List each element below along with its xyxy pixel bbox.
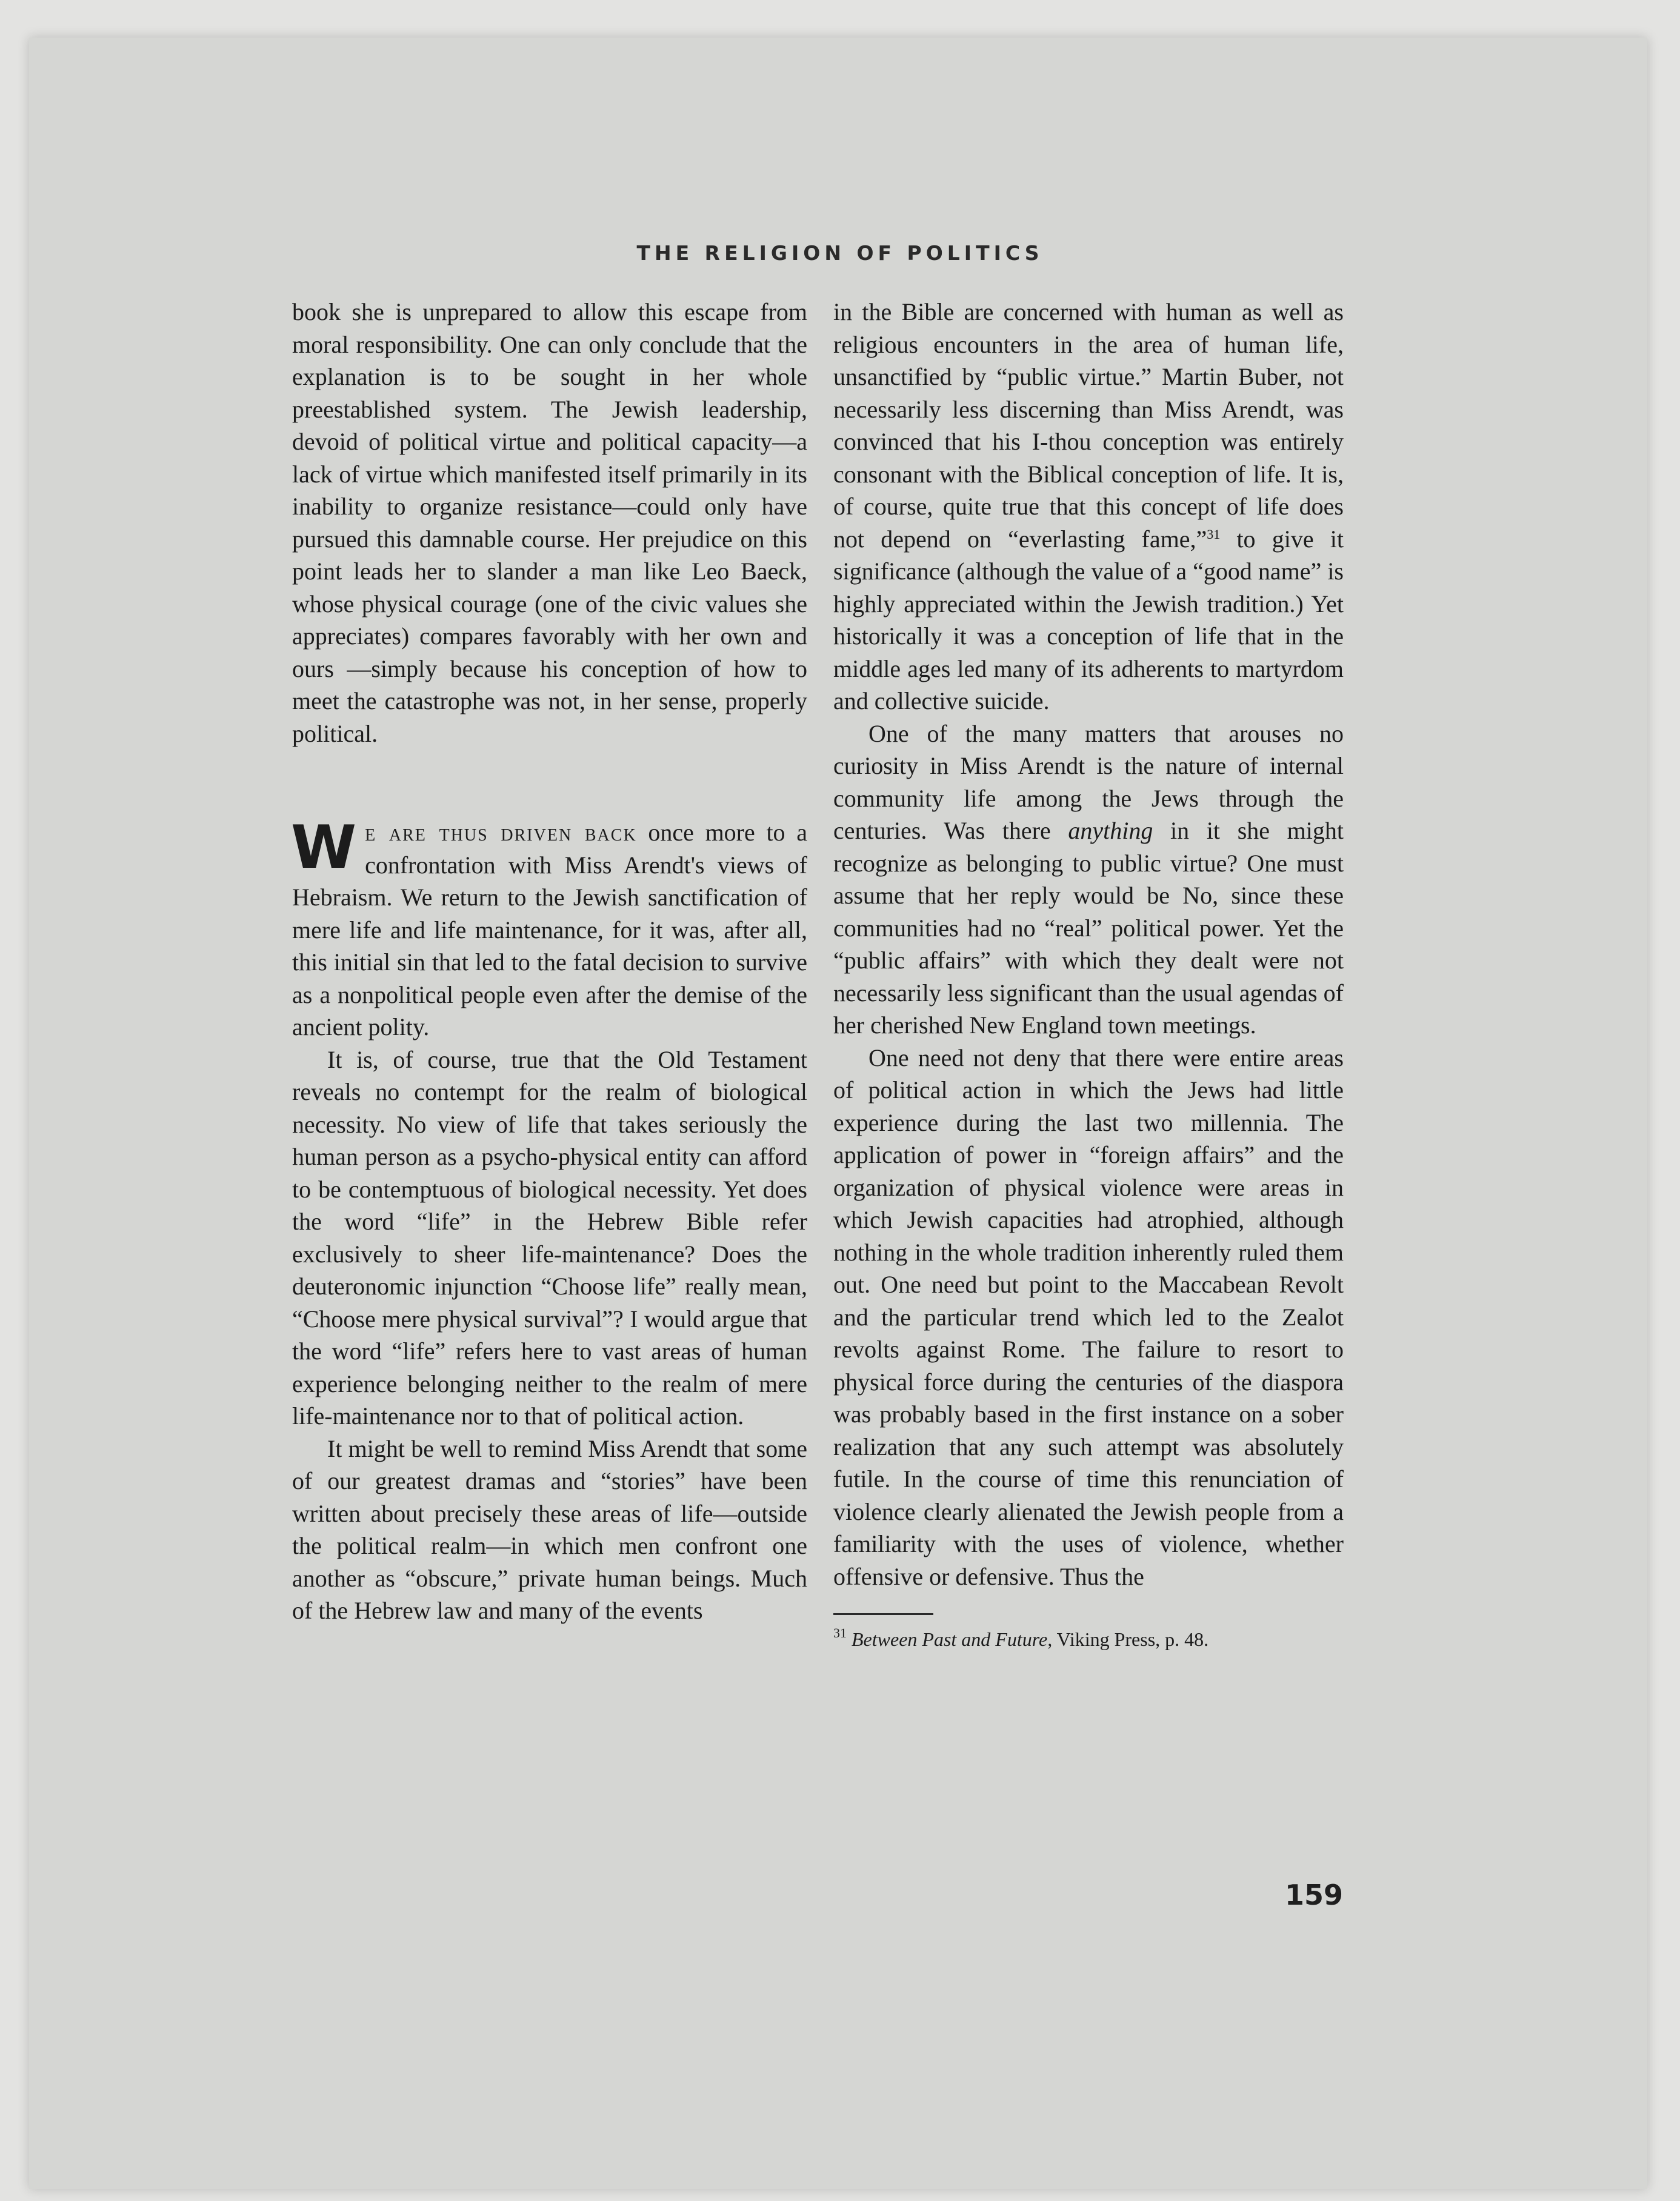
footnote-number: 31 (833, 1625, 847, 1640)
paragraph-text: once more to a confrontation with Miss Arendt's views of Hebraism. We return to the Jewish sanctification of mere life and life maintenance, for it was, after all, this initial sin that led to the fatal decision to survive as a nonpolitical people even after the demise of the ancient polity. (292, 819, 808, 1041)
footnote-ref: 31 (1207, 526, 1221, 542)
running-title: THE RELIGION OF POLITICS (636, 241, 1044, 265)
paragraph: It is, of course, true that the Old Testament reveals no contempt for the realm of biological necessity. No view of life that takes seriously the human person as a psycho-physical entity can afford to be contemptuous of biological necessity. Yet does the word “life” in the Hebrew Bible refer exclusively to sheer life-maintenance? Does the deuteronomic injunction “Choose life” really mean, “Choose mere physical survival”? I would argue that the word “life” refers here to vast areas of human experience belonging neither to the realm of mere life-maintenance nor to that of political action. (292, 1045, 807, 1430)
paragraph-text: in the Bible are concerned with human as well as religious encounters in the area of human life, unsanctified by “public virtue.” Martin Buber, not necessarily less discerning than Miss Arendt, was convinced that his I-thou conception was entirely consonant with the Biblical conception of life. It is, of course, quite true that this concept of life does not depend on “everlasting fame,” (833, 298, 1344, 553)
paragraph: book she is unprepared to allow this escape from moral responsibility. One can only conclude that the explanation is to be sought in her whole preestablished system. The Jewish leadership, devoid of political virtue and political capacity—a lack of virtue which manifested itself primarily in its inability to organize resistance—could only have pursued this damnable course. Her prejudice on this point leads her to slander a man like Leo Baeck, whose physical courage (one of the civic values she appreciates) compares favorably with her own and ours —simply because his conception of how to meet the catastrophe was not, in her sense, properly political. (292, 298, 807, 747)
paragraph (291, 813, 808, 1044)
footnote-text: Viking Press, p. 48. (1052, 1628, 1209, 1650)
footnote-rule (833, 1613, 933, 1615)
emphasis: anything (1068, 817, 1153, 844)
paragraph (833, 718, 1344, 1042)
paragraph-text: to give it significance (although the value of a “good name” is highly appreciated within the Jewish tradition.) Yet historically it was a conception of life that in the middle ages led many of its adherents to martyrdom and collective suicide. (833, 525, 1344, 714)
right-column (833, 296, 1344, 1653)
paragraph-text: One of the many matters that arouses no curiosity in Miss Arendt is the nature of internal community life among the Jews through the centuries. Was there (833, 719, 1344, 844)
paragraph-text: in it she might recognize as belonging to public virtue? One must assume that her reply would be No, since these communities had no “real” political power. Yet the “public affairs” with which they dealt were not necessarily less significant than the usual agendas of her cherished New England town meetings. (833, 817, 1344, 1039)
footnote-title: Between Past and Future, (852, 1628, 1053, 1650)
section-break (292, 750, 807, 816)
paragraph: One need not deny that there were entire areas of political action in which the Jews had little experience during the last two millennia. The application of power in “foreign affairs” and the organization of physical violence were areas in which Jewish capacities had atrophied, although nothing in the whole tradition inherently ruled them out. One need but point to the Maccabean Revolt and the particular trend which led to the Zealot revolts against Rome. The failure to resort to physical force during the centuries of the diaspora was probably based in the first instance on a sober realization that any such attempt was absolutely futile. In the course of time this renunciation of violence clearly alienated the Jewish people from a familiarity with the uses of violence, whether offensive or defensive. Thus the (833, 1044, 1344, 1590)
lead-in-smallcaps: e are thus driven back (365, 819, 637, 846)
left-column (292, 296, 807, 1627)
footnote (833, 1626, 1344, 1653)
paragraph: It might be well to remind Miss Arendt that some of our greatest dramas and “stories” have been written about precisely these areas of life—outside the political realm—in which men confront one another as “obscure,” private human beings. Much of the Hebrew law and many of the events (292, 1434, 807, 1624)
paragraph (833, 296, 1344, 718)
page-number: 159 (1285, 1879, 1344, 1911)
drop-cap: W (291, 813, 357, 882)
